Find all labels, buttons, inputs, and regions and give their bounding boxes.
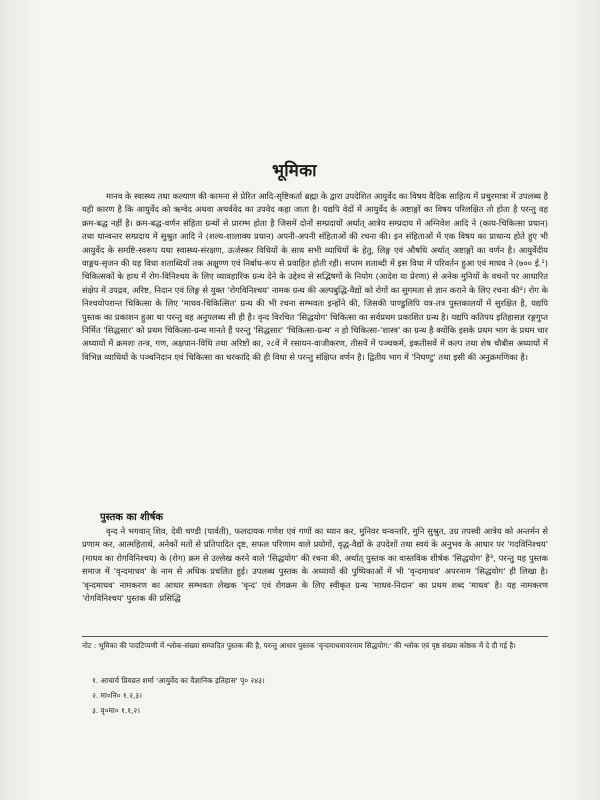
footnote-item: २. मा०नि० १.२,३।	[92, 691, 142, 700]
page-title: भूमिका	[272, 161, 317, 181]
editor-note: नोट : भूमिका की पादटिप्पणी में श्लोक-संख्या सम्पादित पुस्तक की है, परन्तु आधार पुस्तक 'वृन्दमाधवापरनाम सिद्धयोग:' की श्लोक एवं पृष्ठ संख्या कोष्ठक में दे दी गई है।	[82, 641, 516, 650]
section-paragraph: वृन्द ने भगवान् शिव, देवी चण्डी (पार्वती), फलदायक गणेश एवं गणों का ध्यान कर, मुनिवर धन्वन्तरि, मुनि सुश्रुत, उग्र तपस्वी आत्रेय को अन्तर्मन से प्रणाम कर, आत्महितार्थ, अनेकों मतों से प्रतिपादित दृष्ट, सफल परिणाम वाले प्रयोगों, वृद्ध-वैद्यों के उपदेशों तथा स्वयं के अनुभव के आधार पर 'गदविनिश्चय' (माधव का रोगविनिश्चय) के (रोग) क्रम से उल्लेख करने वाले 'सिद्धयोग' की रचना की, अर्थात् पुस्तक का वास्तविक शीर्षक 'सिद्धयोग' है³, परन्तु यह पुस्तक समाज में 'वृन्दमाधव' के नाम से अधिक प्रचलित हुई। उपलब्ध पुस्तक के अध्यायों की पुष्पिकाओं में भी 'वृन्दमाधव' अपरनाम 'सिद्धयोग' ही लिखा है। 'वृन्दमाधव' नामकरण का आधार सम्भवतः लेखक 'वृन्द' एवं रोगक्रम के लिए स्वीकृत ग्रन्थ 'माधव-निदान' का प्रथम शब्द 'माधव' है। यह नामकरण 'रोगविनिश्चय' पुस्तक की प्रसिद्धि	[82, 526, 548, 604]
footnote-list	[92, 673, 392, 718]
footnote-item: १. आचार्य प्रियव्रत शर्मा 'आयुर्वेद का वैज्ञानिक इतिहास' पृ० २४३।	[92, 676, 265, 685]
intro-paragraph: मानव के स्वास्थ्य तथा कल्याण की कामना से प्रेरित आदि-सृष्टिकर्ता ब्रह्मा के द्वारा उपदेशित आयुर्वेद का विषय वैदिक साहित्य में प्रचुरमात्रा में उपलब्ध है यही कारण है कि आयुर्वेद को ऋग्वेद अथवा अथर्ववेद का उपवेद कहा जाता है। यद्यपि वेदों में आयुर्वेद के अष्टाङ्गों का विषय परिलक्षित तो होता है परन्तु वह क्रम-बद्ध नहीं है। क्रम-बद्ध-वर्णन संहिता ग्रन्थों से प्रारम्भ होता है जिसमें दोनों सम्प्रदायों अर्थात् आत्रेय सम्प्रदाय में अग्निवेश आदि ने (काय-चिकित्सा प्रधान) तथा धान्वन्तर सम्प्रदाय में सुश्रुत आदि ने (शल्य-शालाक्य प्रधान) अपनी-अपनी संहिताओं की रचना की। इन संहिताओं में एक विषय का प्राधान्य होते हुए भी आयुर्वेद के समष्टि-स्वरूप यथा स्वास्थ्य-संरक्षण, ऊर्जस्कर विधियों के साथ सभी व्याधियों के हेतु, लिङ्ग एवं औषधि अर्थात् अष्टाङ्गों का वर्णन है। आयुर्वेदीय वाङ्मय-सृजन की यह विधा शताब्दियों तक अक्षुण्ण एवं निर्बाध-रूप से प्रवाहित होती रही। सप्तम शताब्दी में इस विधा में परिवर्तन हुआ एवं माधव ने (७०० ई.¹) चिकित्सकों के हाथ में रोग-विनिश्चय के लिए व्यावहारिक ग्रन्थ देने के उद्देश्य से सद्भिषगों के नियोग (आदेश या प्रेरणा) से अनेक मुनियों के वचनों पर आधारित संक्षेप में उपद्रव, अरिष्ट, निदान एवं लिङ्ग से युक्त 'रोगविनिश्चय' नामक ग्रन्थ की अल्पबुद्धि-वैद्यों को रोगों का सुगमता से ज्ञान कराने के लिए रचना की²। रोग के निश्चयोपरान्त चिकित्सा के लिए 'माधव-चिकित्सित' ग्रन्थ की भी रचना सम्भवतः इन्होंने की, जिसकी पाण्डुलिपि यत्र-तत्र पुस्तकालयों में सुरक्षित है, यद्यपि पुस्तक का प्रकाशन हुआ था परन्तु वह अनुपलब्ध सी ही है। वृन्द विरचित 'सिद्धयोग' चिकित्सा का सर्वप्रथम प्रकाशित ग्रन्थ है। यद्यपि कतिपय इतिहासज्ञ रङ्गगुप्त निर्मित 'सिद्धसार' को प्रथम चिकित्सा-ग्रन्थ मानते हैं परन्तु 'सिद्धसार' 'चिकित्सा-ग्रन्थ' न हो चिकित्सा-'शास्त्र' का ग्रन्थ है क्योंकि इसके प्रथम भाग के प्रथम चार अध्यायों में क्रमशः तन्त्र, गण, अक्षपान-विधि तथा अरिष्टों का, २८वें में रसायन-वाजीकरण, तीसवें में पञ्चकर्म, इकतीसवें में कल्प तथा शेष चौबीस अध्यायों में विभिन्न व्याधियों के पञ्चनिदान एवं चिकित्सा का चरकादि की ही विधा से परन्तु संक्षिप्त वर्णन है। द्वितीय भाग में 'निघण्टु' तथा इसी की अनुक्रमणिका है।	[82, 191, 548, 362]
footnote-divider	[82, 636, 548, 637]
footnote-item: ३. वृ०मा० १.१,२।	[92, 706, 141, 715]
section-heading: पुस्तक का शीर्षक	[100, 512, 164, 523]
